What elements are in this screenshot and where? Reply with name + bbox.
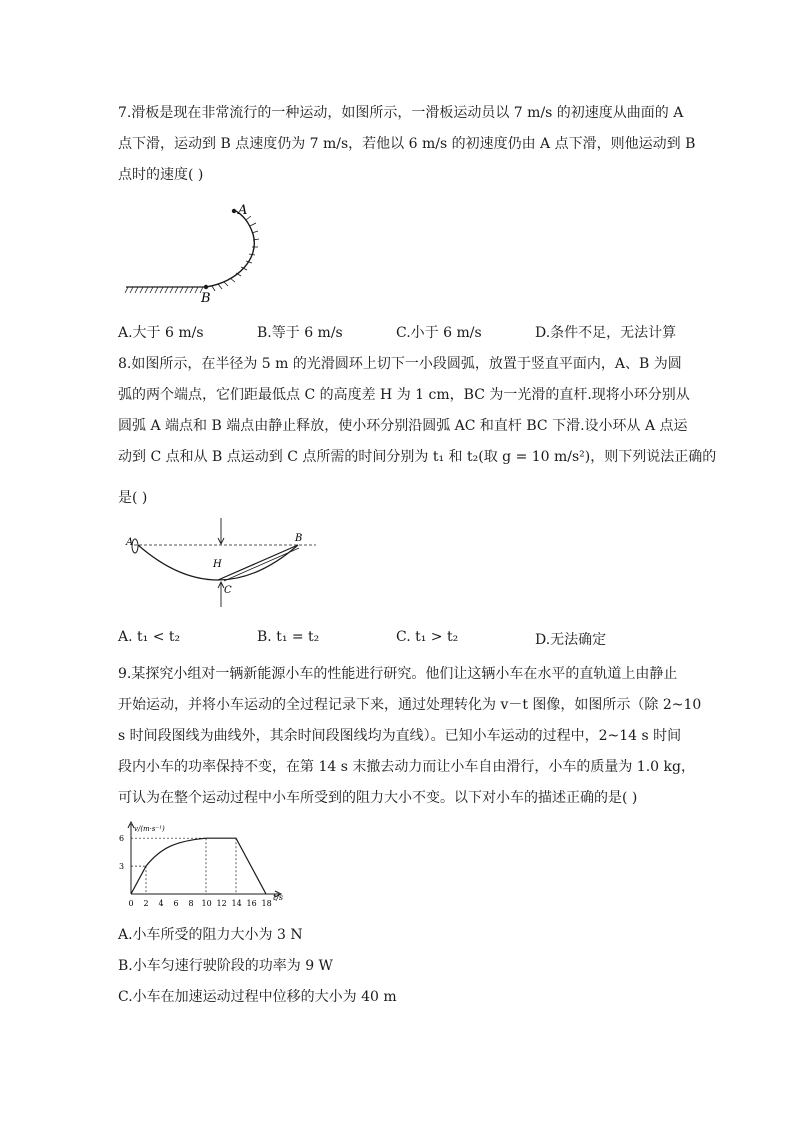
x-tick-label: 4 [158, 899, 164, 908]
q7-option-b[interactable]: B.等于 6 m/s [257, 325, 343, 341]
q7-option-c[interactable]: C.小于 6 m/s [396, 325, 482, 341]
x-tick-label: 12 [216, 899, 227, 908]
x-tick-label: 6 [173, 899, 179, 908]
point-b-dot [204, 285, 208, 289]
q8-text-line-1: 8.如图所示，在半径为 5 m 的光滑圆环上切下一小段圆弧，放置于竖直平面内，A、B 为圆 [118, 356, 682, 372]
q8-option-a[interactable]: A. t₁ < t₂ [118, 629, 181, 645]
q8-text-line-4: 动到 C 点和从 B 点运动到 C 点所需的时间分别为 t₁ 和 t₂(取 g = 10 m/s²)，则下列说法正确的 [118, 449, 717, 465]
q7-text-line-1: 7.滑板是现在非常流行的一种运动，如图所示，一滑板运动员以 7 m/s 的初速度从曲面的 A [118, 105, 684, 121]
q8-option-c[interactable]: C. t₁ > t₂ [396, 629, 459, 645]
x-axis-label: t/s [273, 893, 284, 902]
x-tick-label: 18 [261, 899, 272, 908]
x-tick-label: 2 [143, 899, 149, 908]
x-tick-label: 8 [188, 899, 194, 908]
label-b: B [201, 291, 211, 306]
q7-option-a[interactable]: A.大于 6 m/s [118, 325, 204, 341]
x-tick-label: 0 [128, 899, 134, 908]
q9-text-line-3: s 时间段图线为曲线外，其余时间段图线均为直线）。已知小车运动的过程中，2~14 s 时间 [118, 728, 682, 744]
q7-option-d[interactable]: D.条件不足，无法计算 [535, 325, 677, 341]
q9-text-line-1: 9.某探究小组对一辆新能源小车的性能进行研究。他们让这辆小车在水平的直轨道上由静止 [118, 666, 678, 682]
q8-arc-ring-figure [118, 515, 328, 610]
q8-text-line-3: 圆弧 A 端点和 B 端点由静止释放，使小环分别沿圆弧 AC 和直杆 BC 下滑.设小环从 A 点运 [118, 418, 688, 434]
q9-text-line-5: 可认为在整个运动过程中小车所受到的阻力大小不变。以下对小车的描述正确的是( ) [118, 790, 638, 806]
q8-text-line-2: 弧的两个端点，它们距最低点 C 的高度差 H 为 1 cm，BC 为一光滑的直杆.现将小环分别从 [118, 387, 690, 403]
x-tick-label: 16 [246, 899, 257, 908]
x-tick-label: 14 [231, 899, 242, 908]
q9-option-a[interactable]: A.小车所受的阻力大小为 3 N [118, 927, 303, 943]
q7-text-line-2: 点下滑，运动到 B 点速度仍为 7 m/s，若他以 6 m/s 的初速度仍由 A 点下滑，则他运动到 B [118, 136, 696, 152]
y-tick-label: 3 [119, 862, 125, 872]
label-a: A [238, 203, 248, 218]
x-tick-label: 10 [201, 899, 212, 908]
point-a-dot [232, 209, 236, 213]
y-axis-label: v/(m·s⁻¹) [134, 825, 165, 833]
q8-option-d[interactable]: D.无法确定 [535, 632, 607, 648]
q9-text-line-4: 段内小车的功率保持不变，在第 14 s 末撤去动力而让小车自由滑行，小车的质量为 1.0 kg， [118, 759, 695, 775]
q7-skateboard-ramp-figure [120, 198, 270, 306]
q9-text-line-2: 开始运动，并将小车运动的全过程记录下来，通过处理转化为 v－t 图像，如图所示（除 2~10 [118, 697, 702, 713]
label-c: C [224, 585, 232, 596]
q9-option-c[interactable]: C.小车在加速运动过程中位移的大小为 40 m [118, 989, 397, 1005]
q8-option-b[interactable]: B. t₁ = t₂ [257, 629, 320, 645]
q7-text-line-3: 点时的速度( ) [118, 167, 204, 183]
y-tick-label: 6 [119, 834, 125, 844]
label-h: H [213, 559, 222, 570]
label-a: A [126, 537, 134, 548]
q8-text-line-5: 是( ) [118, 490, 148, 506]
vt-series-line [131, 838, 266, 894]
label-b: B [295, 533, 303, 544]
q9-option-b[interactable]: B.小车匀速行驶阶段的功率为 9 W [118, 958, 333, 974]
q9-vt-chart [115, 818, 295, 910]
